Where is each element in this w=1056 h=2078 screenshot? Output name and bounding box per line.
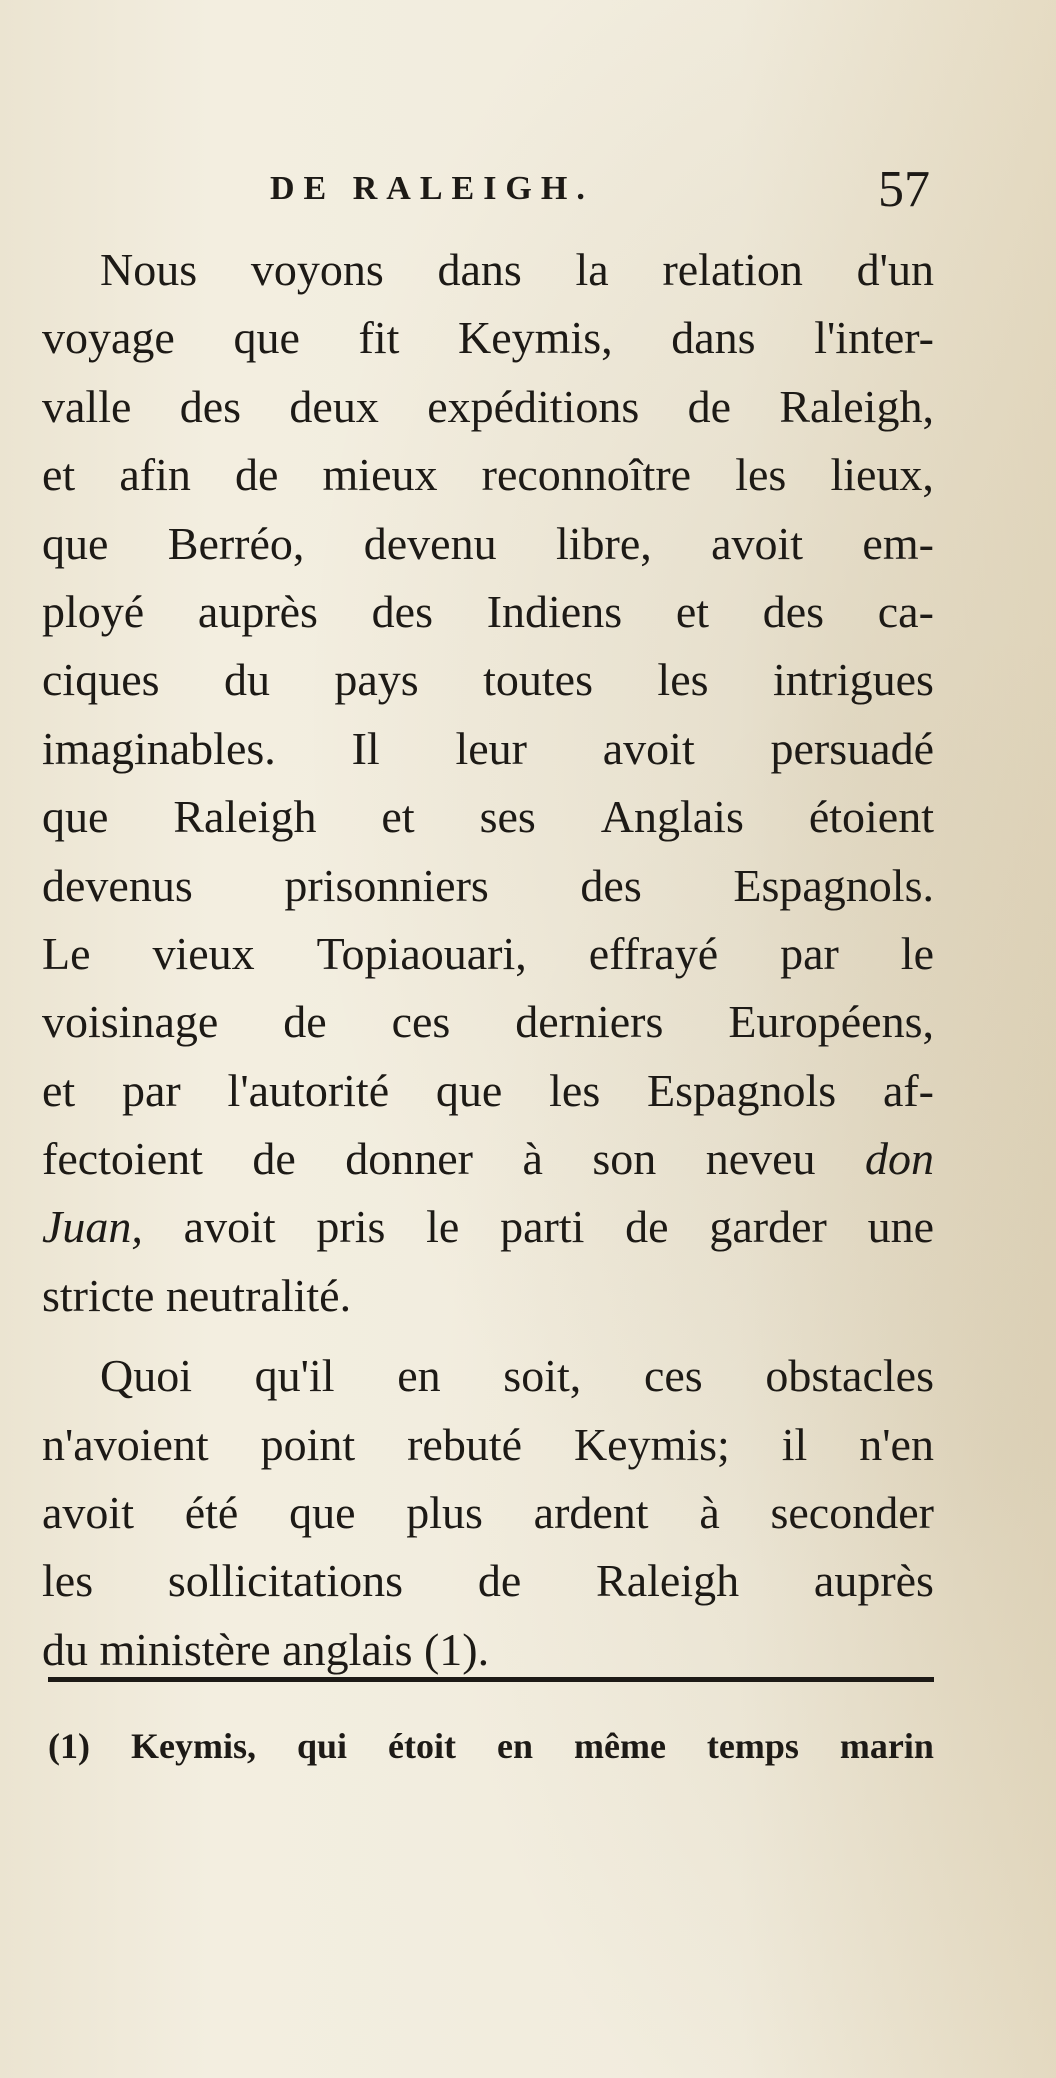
word: Keymis; xyxy=(573,1418,730,1470)
word: effrayé xyxy=(588,927,719,979)
word: le xyxy=(900,927,934,979)
footnote-word: en xyxy=(496,1726,533,1766)
word: derniers xyxy=(515,996,664,1048)
text-line xyxy=(42,304,934,372)
body-text xyxy=(42,236,934,1684)
word: n'en xyxy=(859,1418,934,1470)
word: avoit xyxy=(42,1487,134,1539)
text-line xyxy=(42,715,934,783)
word: et xyxy=(42,1064,76,1116)
text-line xyxy=(42,1479,934,1547)
word: une xyxy=(867,1201,934,1253)
word: que xyxy=(289,1487,356,1539)
word: étoient xyxy=(808,791,934,843)
word: Indiens xyxy=(486,585,623,637)
footnote-word: étoit xyxy=(388,1726,456,1766)
word: auprès xyxy=(813,1555,934,1607)
word: garder xyxy=(709,1201,827,1253)
word: voyons xyxy=(250,244,384,295)
word: devenu xyxy=(363,517,497,569)
footnote-word: qui xyxy=(296,1726,348,1766)
word: point xyxy=(260,1418,356,1470)
word: em- xyxy=(862,517,934,569)
word: de xyxy=(283,996,327,1048)
paragraph-2 xyxy=(42,1342,934,1684)
word: Berréo, xyxy=(167,517,305,569)
word: le xyxy=(426,1201,460,1253)
paragraph-1 xyxy=(42,236,934,1330)
word: les xyxy=(657,654,709,706)
word: afin xyxy=(119,449,191,501)
word: plus xyxy=(406,1487,483,1539)
text-line xyxy=(42,510,934,578)
footnote xyxy=(48,1725,934,1767)
text-line xyxy=(42,1547,934,1615)
page-header xyxy=(270,160,930,230)
word: Raleigh xyxy=(596,1555,740,1607)
word: la xyxy=(575,244,609,295)
word: expéditions xyxy=(427,380,640,432)
word: que xyxy=(42,517,109,569)
word: les xyxy=(735,449,787,501)
text-line: du ministère anglais (1). xyxy=(42,1623,490,1675)
word: d'un xyxy=(856,244,934,295)
word: lieux, xyxy=(830,449,934,501)
word: auprès xyxy=(197,585,318,637)
word: reconnoître xyxy=(481,449,692,501)
word: soit, xyxy=(503,1350,582,1402)
text-line xyxy=(42,1193,934,1261)
word: imaginables. xyxy=(42,722,276,774)
word: ces xyxy=(643,1350,703,1402)
word: pays xyxy=(334,654,419,706)
word: neveu xyxy=(705,1133,816,1185)
word: Le xyxy=(42,927,91,979)
word: de xyxy=(477,1555,522,1607)
word: mieux xyxy=(322,449,438,501)
word: obstacles xyxy=(765,1350,934,1402)
word: Européens, xyxy=(728,996,934,1048)
word: avoit xyxy=(711,517,804,569)
footnote-word: (1) xyxy=(48,1726,90,1766)
word: intrigues xyxy=(772,654,934,706)
text-line xyxy=(42,646,934,714)
word: Anglais xyxy=(600,791,744,843)
text-line xyxy=(42,1057,934,1125)
word: parti xyxy=(500,1201,585,1253)
word: Keymis, xyxy=(458,312,613,364)
word: ses xyxy=(479,791,536,843)
word: ca- xyxy=(877,585,934,637)
footnote-word: marin xyxy=(839,1726,934,1766)
word: Raleigh, xyxy=(779,380,934,432)
footnote-word: même xyxy=(573,1726,666,1766)
word: sollicitations xyxy=(167,1555,404,1607)
text-line xyxy=(42,988,934,1056)
text-line xyxy=(42,1342,934,1410)
word: les xyxy=(549,1064,601,1116)
word: n'avoient xyxy=(42,1418,209,1470)
text-line xyxy=(42,852,934,920)
word: par xyxy=(780,927,839,979)
word: et xyxy=(675,585,710,637)
word: seconder xyxy=(770,1487,934,1539)
word: ployé xyxy=(42,585,145,637)
paragraph-gap xyxy=(42,1330,934,1342)
text-line xyxy=(42,578,934,646)
footnote-rule xyxy=(48,1677,934,1682)
word: des xyxy=(179,380,242,432)
word: dans xyxy=(671,312,756,364)
word: Raleigh xyxy=(173,791,317,843)
word: toutes xyxy=(483,654,593,706)
word: leur xyxy=(455,722,527,774)
word: qu'il xyxy=(254,1350,335,1402)
word: Quoi xyxy=(100,1350,192,1402)
text-line xyxy=(42,920,934,988)
word: l'autorité xyxy=(227,1064,390,1116)
word: en xyxy=(397,1350,441,1402)
word: voyage xyxy=(42,312,175,364)
text-line xyxy=(42,1411,934,1479)
word: Topiaouari, xyxy=(316,927,527,979)
word: libre, xyxy=(555,517,652,569)
text-line xyxy=(42,236,934,304)
word: donner xyxy=(345,1133,473,1185)
word: vieux xyxy=(152,927,255,979)
word: de xyxy=(252,1133,296,1185)
word: Nous xyxy=(100,244,198,295)
word: de xyxy=(687,380,732,432)
word: et xyxy=(42,449,76,501)
text-line xyxy=(42,441,934,509)
word: rebuté xyxy=(407,1418,523,1470)
word: pris xyxy=(316,1201,386,1253)
word: du xyxy=(223,654,270,706)
word: valle xyxy=(42,380,132,432)
word: des xyxy=(762,585,825,637)
word: que xyxy=(42,791,109,843)
word: à xyxy=(522,1133,543,1185)
word: les xyxy=(42,1555,94,1607)
page-number: 57 xyxy=(878,161,930,218)
word: il xyxy=(781,1418,808,1470)
word: par xyxy=(122,1064,181,1116)
word: don xyxy=(864,1133,934,1185)
word: Espagnols. xyxy=(733,859,934,911)
text-line: stricte neutralité. xyxy=(42,1269,352,1321)
word: que xyxy=(233,312,300,364)
word: af- xyxy=(882,1064,934,1116)
footnote-word: Keymis, xyxy=(130,1726,256,1766)
word: Espagnols xyxy=(647,1064,837,1116)
word: prisonniers xyxy=(284,859,489,911)
word: de xyxy=(625,1201,669,1253)
word: des xyxy=(580,859,642,911)
word: dans xyxy=(437,244,522,295)
word: Il xyxy=(351,722,380,774)
word: relation xyxy=(662,244,803,295)
word: l'inter- xyxy=(814,312,934,364)
word: ciques xyxy=(42,654,160,706)
word: Juan, xyxy=(42,1201,143,1253)
word: fit xyxy=(358,312,400,364)
text-line xyxy=(42,373,934,441)
word: deux xyxy=(289,380,379,432)
word: des xyxy=(371,585,433,637)
word: ces xyxy=(391,996,451,1048)
text-line xyxy=(42,1125,934,1193)
footnote-word: temps xyxy=(706,1726,799,1766)
text-line xyxy=(42,783,934,851)
word: ardent xyxy=(533,1487,649,1539)
word: devenus xyxy=(42,859,193,911)
running-head: DE RALEIGH. xyxy=(270,170,594,207)
word: fectoient xyxy=(42,1133,203,1185)
word: voisinage xyxy=(42,996,219,1048)
word: persuadé xyxy=(770,722,934,774)
word: été xyxy=(184,1487,239,1539)
word: à xyxy=(699,1487,720,1539)
word: son xyxy=(592,1133,657,1185)
word: avoit xyxy=(183,1201,276,1253)
word: de xyxy=(234,449,279,501)
word: que xyxy=(435,1064,503,1116)
word: et xyxy=(381,791,415,843)
word: avoit xyxy=(602,722,695,774)
